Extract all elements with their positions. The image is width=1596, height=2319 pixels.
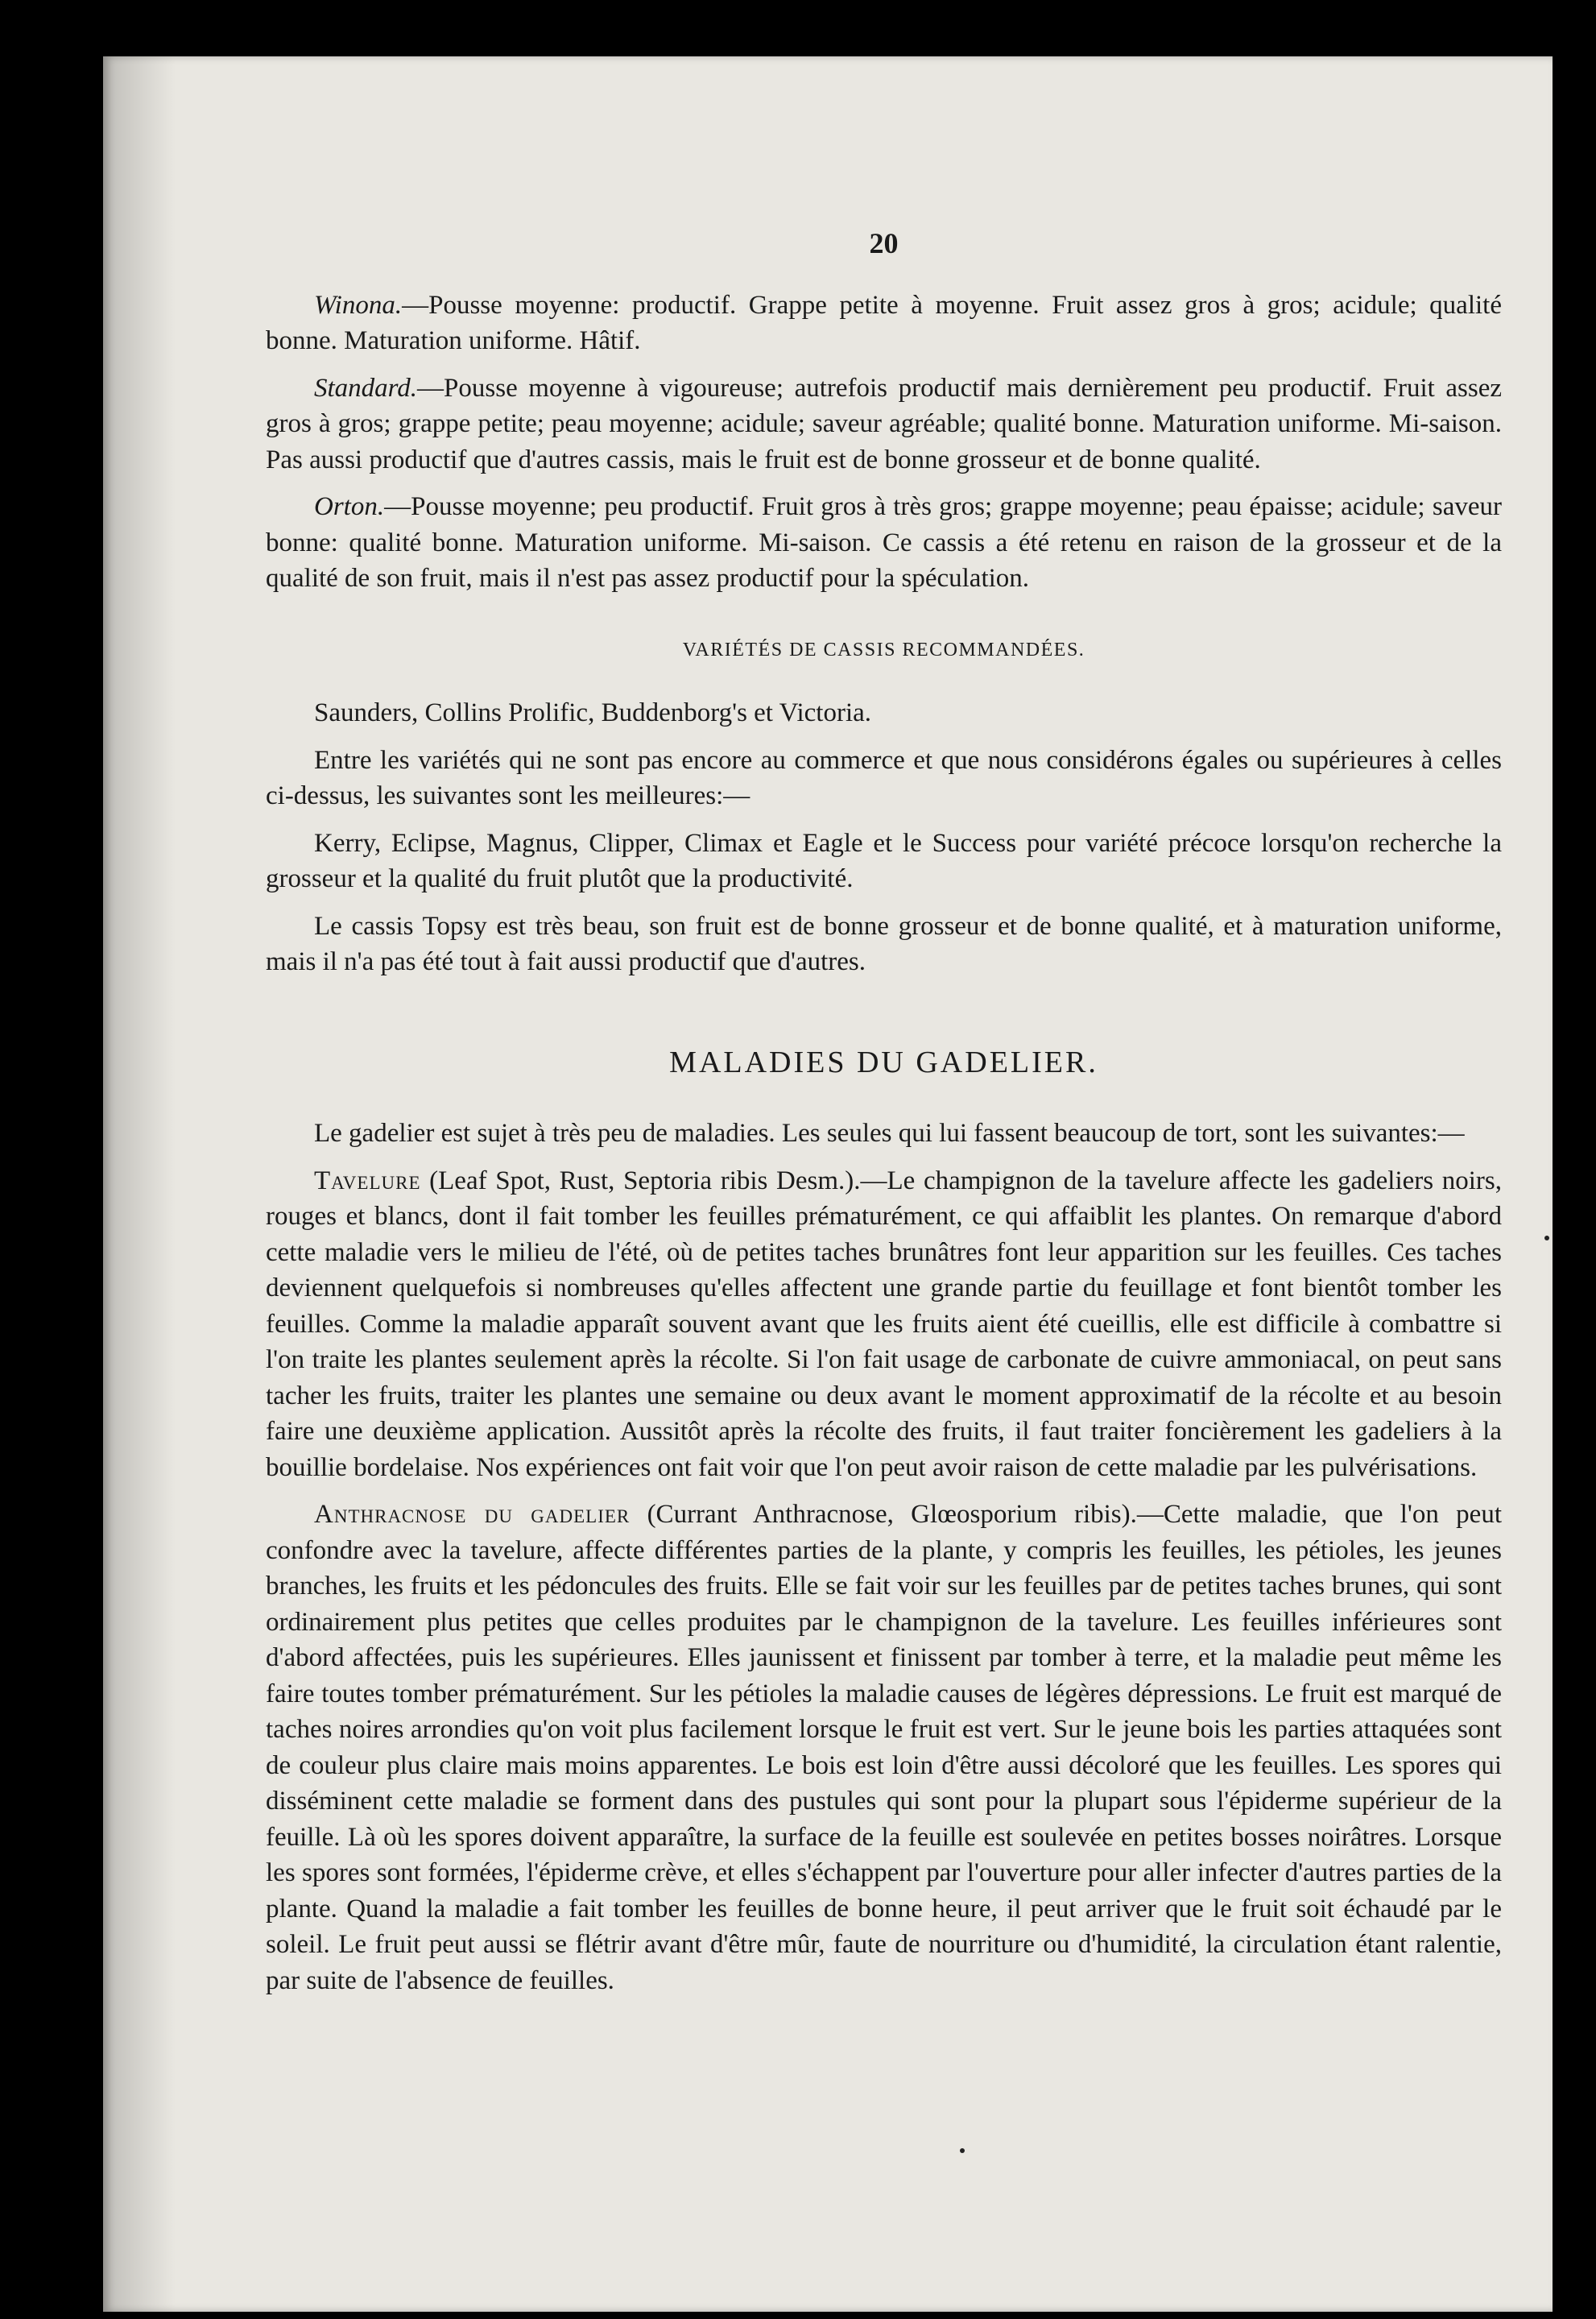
variety-description: —Pousse moyenne à vigoureuse; autrefois productif mais dernièrement peu productif. Fruit assez gros à gros; grappe petite; peau moyenne; acidule; saveur agréable; qualité bonne. Maturation uniforme. Mi-saison. Pas aussi productif que d'autres cassis, mais le fruit est de bonne grosseur et de bonne qualité.	[266, 373, 1502, 474]
disease-title: Tavelure	[314, 1166, 421, 1195]
disease-description: (Currant Anthracnose, Glœosporium ribis).—Cette maladie, que l'on peut confondre avec la tavelure, affecte différentes parties de la plante, y compris les feuilles, les pétioles, les jeunes branches, les fruits et les pédoncules des fruits. Elle se fait voir sur les feuilles par de petites taches brunes, qui sont ordinairement plus petites que celles produites par le champignon de la tavelure. Les feuilles inférieures sont d'abord affectées, puis les supérieures. Elles jaunissent et finissent par tomber à terre, et la maladie peut même les faire toutes tomber prématurément. Sur les pétioles la maladie causes de légères dépressions. Le fruit est marqué de taches noires arrondies qu'on voit plus facilement lorsque le fruit est vert. Sur le jeune bois les parties attaquées sont de couleur plus claire mais moins apparentes. Le bois est loin d'être aussi décoloré que les feuilles. Les spores qui disséminent cette maladie se forment dans des pustules qui sont pour la plupart sous l'épiderme supérieur de la feuille. Là où les spores doivent apparaître, la surface de la feuille est soulevée en petites bosses noirâtres. Lorsque les spores sont formées, l'épiderme crève, et elles s'échappent par l'ouverture pour aller infecter d'autres parties de la plante. Quand la maladie a fait tomber les feuilles de bonne heure, il peut arriver que le fruit soit échaudé par le soleil. Le fruit peut aussi se flétrir avant d'être mûr, faute de nourriture ou d'humidité, la circulation étant ralentie, par suite de l'absence de feuilles.	[266, 1500, 1502, 1995]
variety-description: —Pousse moyenne: productif. Grappe petite à moyenne. Fruit assez gros à gros; acidule; qualité bonne. Maturation uniforme. Hâtif.	[266, 290, 1502, 355]
variety-paragraph-winona	[266, 288, 1502, 359]
speck-mark	[1544, 1236, 1549, 1240]
variety-paragraph-orton	[266, 489, 1502, 597]
recommended-paragraph: Le cassis Topsy est très beau, son fruit est de bonne grosseur et de bonne qualité, et à maturation uniforme, mais il n'a pas été tout à fait aussi productif que d'autres.	[266, 911, 1502, 976]
variety-name: Standard.	[314, 373, 418, 403]
variety-paragraph-standard	[266, 371, 1502, 478]
variety-name: Orton.	[314, 492, 385, 521]
disease-paragraph-anthracnose	[266, 1497, 1502, 1998]
page-number: 20	[869, 227, 899, 259]
speck-mark	[960, 2148, 965, 2153]
disease-paragraph-tavelure	[266, 1163, 1502, 1486]
variety-description: —Pousse moyenne; peu productif. Fruit gros à très gros; grappe moyenne; peau épaisse; acidule; saveur bonne: qualité bonne. Maturation uniforme. Mi-saison. Ce cassis a été retenu en raison de la grosseur et de la qualité de son fruit, mais il n'est pas assez productif pour la spéculation.	[266, 492, 1502, 593]
disease-title: Anthracnose du gadelier	[314, 1500, 631, 1529]
page-content	[266, 226, 1502, 2010]
recommended-paragraph: Entre les variétés qui ne sont pas encore au commerce et que nous considérons égales ou supérieures à celles ci-dessus, les suivantes sont les meilleures:—	[266, 745, 1502, 810]
recommended-paragraph: Kerry, Eclipse, Magnus, Clipper, Climax et Eagle et le Success pour variété précoce lorsqu'on recherche la grosseur et la qualité du fruit plutôt que la productivité.	[266, 828, 1502, 893]
page-binding-shadow	[103, 56, 176, 2312]
variety-name: Winona.	[314, 290, 403, 320]
diseases-intro: Le gadelier est sujet à très peu de maladies. Les seules qui lui fassent beaucoup de tort, sont les suivantes:—	[314, 1119, 1465, 1148]
disease-description: (Leaf Spot, Rust, Septoria ribis Desm.).—Le champignon de la tavelure affecte les gadeliers noirs, rouges et blancs, dont il fait tomber les feuilles prématurément, ce qui affaiblit les plantes. On remarque d'abord cette maladie vers le milieu de l'été, où de petites taches brunâtres font leur apparition sur les feuilles. Ces taches deviennent quelquefois si nombreuses qu'elles affectent une grande partie du feuillage et font bientôt tomber les feuilles. Comme la maladie apparaît souvent avant que les fruits aient été cueillis, elle est difficile à combattre si l'on traite les plantes seulement après la récolte. Si l'on fait usage de carbonate de cuivre ammoniacal, on peut sans tacher les fruits, traiter les plantes une semaine ou deux avant le moment approximatif de la récolte et au besoin faire une deuxième application. Aussitôt après la récolte des fruits, il faut traiter foncièrement les gadeliers à la bouillie bordelaise. Nos expériences ont fait voir que l'on peut avoir raison de cette maladie par les pulvérisations.	[266, 1166, 1502, 1482]
section-heading-recommended: VARIÉTÉS DE CASSIS RECOMMANDÉES.	[682, 639, 1085, 661]
recommended-paragraph: Saunders, Collins Prolific, Buddenborg's et Victoria.	[314, 698, 872, 727]
section-heading-diseases: MALADIES DU GADELIER.	[669, 1045, 1098, 1079]
